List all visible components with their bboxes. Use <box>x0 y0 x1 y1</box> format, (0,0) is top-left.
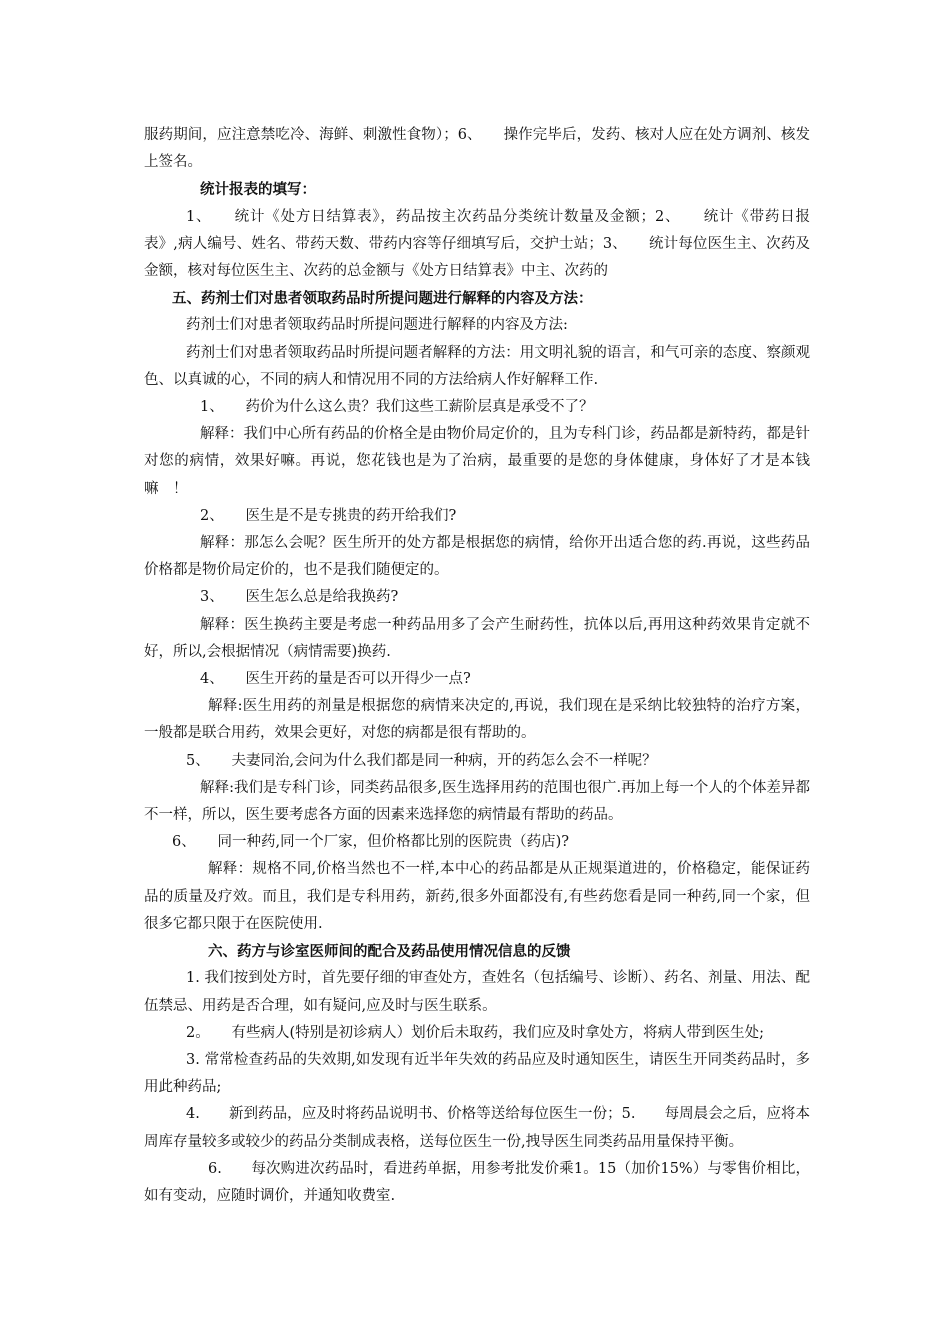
paragraph: 4. 新到药品，应及时将药品说明书、价格等送给每位医生一份；5. 每周晨会之后，应将本周库存量较多或较少的药品分类制成表格，送每位医生一份,拽导医生同类药品用量保持平衡。 <box>144 1106 810 1150</box>
section-heading: 六、药方与诊室医师间的配合及药品使用情况信息的反馈 <box>208 943 571 961</box>
paragraph: 4、 医生开药的量是否可以开得少一点? <box>200 671 471 688</box>
paragraph: 6、 同一种药,同一个厂家，但价格都比别的医院贵（药店)? <box>172 834 570 851</box>
paragraph: 6. 每次购进次药品时，看进药单据，用参考批发价乘1。15（加价15%）与零售价相比，如有变动，应随时调价，并通知收费室. <box>144 1160 810 1204</box>
paragraph: 解释：那怎么会呢？医生所开的处方都是根据您的病情，给你开出适合您的药.再说，这些药品价格都是物价局定价的，也不是我们随便定的。 <box>144 535 810 579</box>
paragraph: 3. 常常检查药品的失效期,如发现有近半年失效的药品应及时通知医生，请医生开同类药品时，多用此种药品; <box>144 1051 810 1096</box>
paragraph: 1. 我们按到处方时，首先要仔细的审查处方，查姓名（包括编号、诊断）、药名、剂量、用法、配伍禁忌、用药是否合理，如有疑问,应及时与医生联系。 <box>144 970 810 1014</box>
paragraph: 服药期间，应注意禁吃冷、海鲜、刺激性食物）；6、 操作完毕后，发药、核对人应在处方调剂、核发上签名。 <box>144 127 810 171</box>
section-heading: 五、药剂士们对患者领取药品时所提问题进行解释的内容及方法： <box>172 290 593 308</box>
paragraph: 解释：我们中心所有药品的价格全是由物价局定价的，且为专科门诊，药品都是新特药，都是针对您的病情，效果好嘛。再说，您花钱也是为了治病，最重要的是您的身体健康，身体好了才是本钱嘛 ！ <box>144 426 810 497</box>
paragraph: 解释:医生用药的剂量是根据您的病情来决定的,再说，我们现在是采纳比较独特的治疗方案，一般都是联合用药，效果会更好，对您的病都是很有帮助的。 <box>144 698 810 742</box>
paragraph: 解释：规格不同,价格当然也不一样,本中心的药品都是从正规渠道进的，价格稳定，能保证药品的质量及疗效。而且，我们是专科用药，新药,很多外面都没有,有些药您看是同一种药,同一个家，但很多它都只限于在医院使用. <box>144 861 810 932</box>
paragraph: 药剂士们对患者领取药品时所提问题进行解释的内容及方法: <box>186 317 568 334</box>
paragraph: 解释：医生换药主要是考虑一种药品用多了会产生耐药性，抗体以后,再用这种药效果肯定就不好，所以,会根据情况（病情需要)换药. <box>144 616 810 660</box>
paragraph: 1、 药价为什么这么贵？我们这些工薪阶层真是承受不了？ <box>200 399 594 416</box>
paragraph: 5、 夫妻同治,会问为什么我们都是同一种病，开的药怎么会不一样呢？ <box>186 752 657 769</box>
paragraph: 2。 有些病人(特别是初诊病人）划价后未取药，我们应及时拿处方，将病人带到医生处; <box>186 1024 765 1041</box>
document-body <box>144 122 810 1210</box>
paragraph: 1、 统计《处方日结算表》，药品按主次药品分类统计数量及金额；2、 统计《带药日报表》,病人编号、姓名、带药天数、带药内容等仔细填写后，交护士站；3、 统计每位医生主、次药及金额，核对每位医生主、次药的总金额与《处方日结算表》中主、次药的 <box>144 208 810 280</box>
paragraph: 解释:我们是专科门诊，同类药品很多,医生选择用药的范围也很广.再加上每一个人的个体差异都不一样，所以，医生要考虑各方面的因素来选择您的病情最有帮助的药品。 <box>144 779 810 824</box>
paragraph: 2、 医生是不是专挑贵的药开给我们? <box>200 507 457 524</box>
section-heading: 统计报表的填写： <box>200 181 316 199</box>
paragraph: 药剂士们对患者领取药品时所提问题者解释的方法：用文明礼貌的语言，和气可亲的态度、察颜观色、以真诚的心，不同的病人和情况用不同的方法给病人作好解释工作. <box>144 344 810 388</box>
paragraph: 3、 医生怎么总是给我换药? <box>200 589 399 606</box>
